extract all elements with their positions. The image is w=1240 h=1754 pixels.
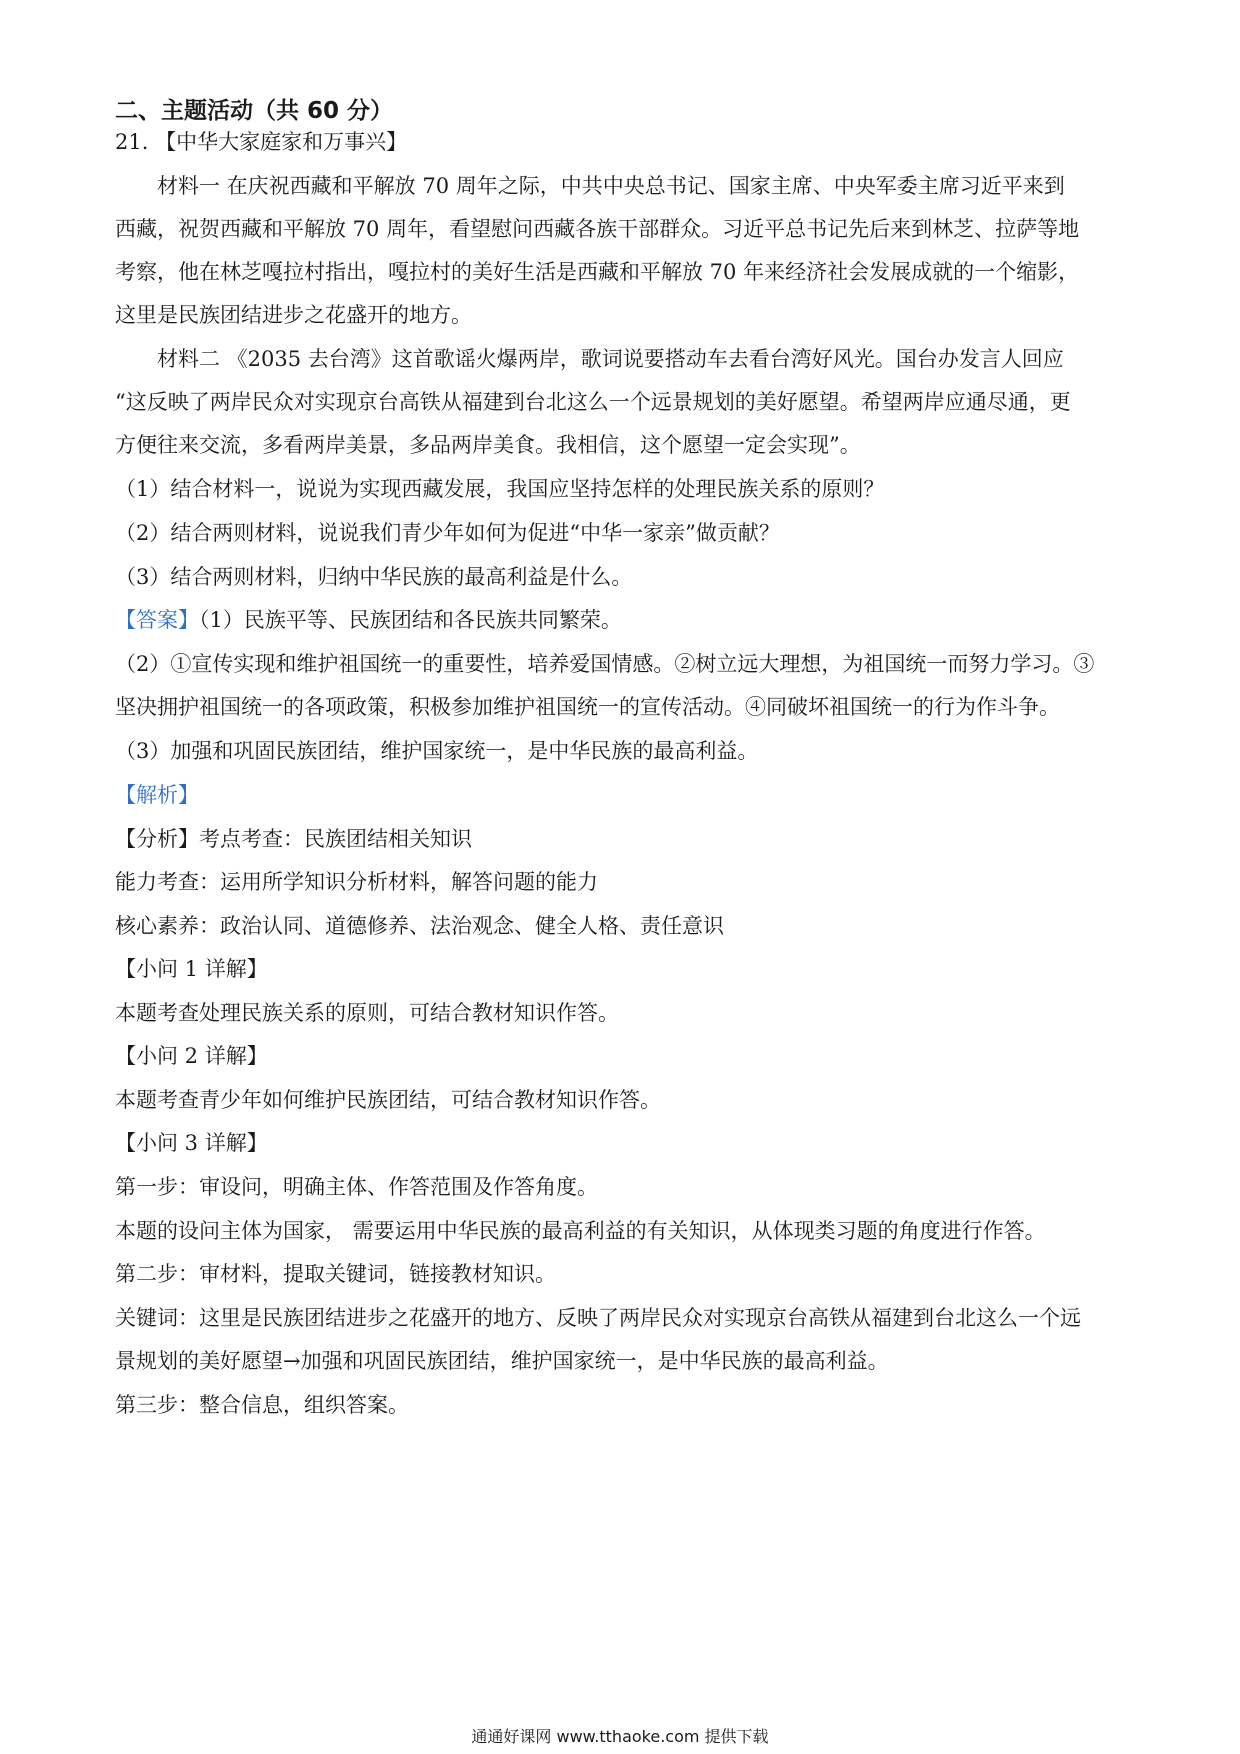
analysis-line: 景规划的美好愿望→加强和巩固民族团结，维护国家统一，是中华民族的最高利益。 [115, 1349, 889, 1373]
material-line: 材料一 在庆祝西藏和平解放 70 周年之际，中共中央总书记、国家主席、中央军委主席习近平来到 [157, 174, 1065, 198]
material-line: 西藏，祝贺西藏和平解放 70 周年，看望慰问西藏各族干部群众。习近平总书记先后来到林芝、拉萨等地 [115, 217, 1080, 241]
material-line: 方便往来交流，多看两岸美景，多品两岸美食。我相信，这个愿望一定会实现”。 [115, 433, 861, 457]
analysis-line: 第三步：整合信息，组织答案。 [115, 1393, 409, 1417]
analysis-line: 【小问 3 详解】 [115, 1131, 268, 1155]
analysis-line: 能力考查：运用所学知识分析材料，解答问题的能力 [115, 870, 598, 894]
answer-text: （1）民族平等、民族团结和各民族共同繁荣。 [199, 608, 622, 632]
question-header [115, 127, 1135, 157]
analysis-line: 第一步：审设问，明确主体、作答范围及作答角度。 [115, 1175, 598, 1199]
analysis-line: 关键词：这里是民族团结进步之花盛开的地方、反映了两岸民众对实现京台高铁从福建到台北这么一个远 [115, 1306, 1081, 1330]
sub-question-3: （3）结合两则材料，归纳中华民族的最高利益是什么。 [115, 565, 633, 589]
analysis-line: 【小问 1 详解】 [115, 957, 268, 981]
analysis-line: 本题考查处理民族关系的原则，可结合教材知识作答。 [115, 1001, 619, 1025]
answer-line: 坚决拥护祖国统一的各项政策，积极参加维护祖国统一的宣传活动。④同破坏祖国统一的行为作斗争。 [115, 695, 1060, 719]
analysis-line: 本题的设问主体为国家， 需要运用中华民族的最高利益的有关知识，从体现类习题的角度进行作答。 [115, 1219, 1046, 1243]
section-heading: 二、主题活动（共 60 分） [115, 98, 394, 124]
answer-line [115, 605, 1135, 635]
question-title: 【中华大家庭家和万事兴】 [155, 130, 408, 154]
sub-question-2: （2）结合两则材料，说说我们青少年如何为促进“中华一家亲”做贡献？ [115, 521, 780, 545]
material-line: 这里是民族团结进步之花盛开的地方。 [115, 303, 472, 327]
material-line: 考察，他在林芝嘎拉村指出，嘎拉村的美好生活是西藏和平解放 70 年来经济社会发展成就的一个缩影， [115, 260, 1080, 284]
sub-question-1: （1）结合材料一，说说为实现西藏发展，我国应坚持怎样的处理民族关系的原则？ [115, 477, 885, 501]
analysis-label: 【解析】 [115, 783, 199, 807]
question-number: 21. [115, 130, 149, 154]
analysis-line: 本题考查青少年如何维护民族团结，可结合教材知识作答。 [115, 1088, 661, 1112]
answer-line: （3）加强和巩固民族团结，维护国家统一，是中华民族的最高利益。 [115, 739, 759, 763]
page-footer: 通通好课网 www.tthaoke.com 提供下载 [471, 1727, 769, 1746]
material-line: “这反映了两岸民众对实现京台高铁从福建到台北这么一个远景规划的美好愿望。希望两岸应通尽通，更 [115, 390, 1071, 414]
analysis-line: 第二步：审材料，提取关键词，链接教材知识。 [115, 1262, 556, 1286]
answer-line: （2）①宣传实现和维护祖国统一的重要性，培养爱国情感。②树立远大理想，为祖国统一而努力学习。③ [115, 652, 1095, 676]
material-line: 材料二 《2035 去台湾》这首歌谣火爆两岸，歌词说要搭动车去看台湾好风光。国台办发言人回应 [157, 347, 1064, 371]
analysis-line: 【分析】考点考查：民族团结相关知识 [115, 827, 472, 851]
analysis-line: 【小问 2 详解】 [115, 1044, 268, 1068]
analysis-line: 核心素养：政治认同、道德修养、法治观念、健全人格、责任意识 [115, 914, 724, 938]
answer-label: 【答案】 [115, 608, 199, 632]
